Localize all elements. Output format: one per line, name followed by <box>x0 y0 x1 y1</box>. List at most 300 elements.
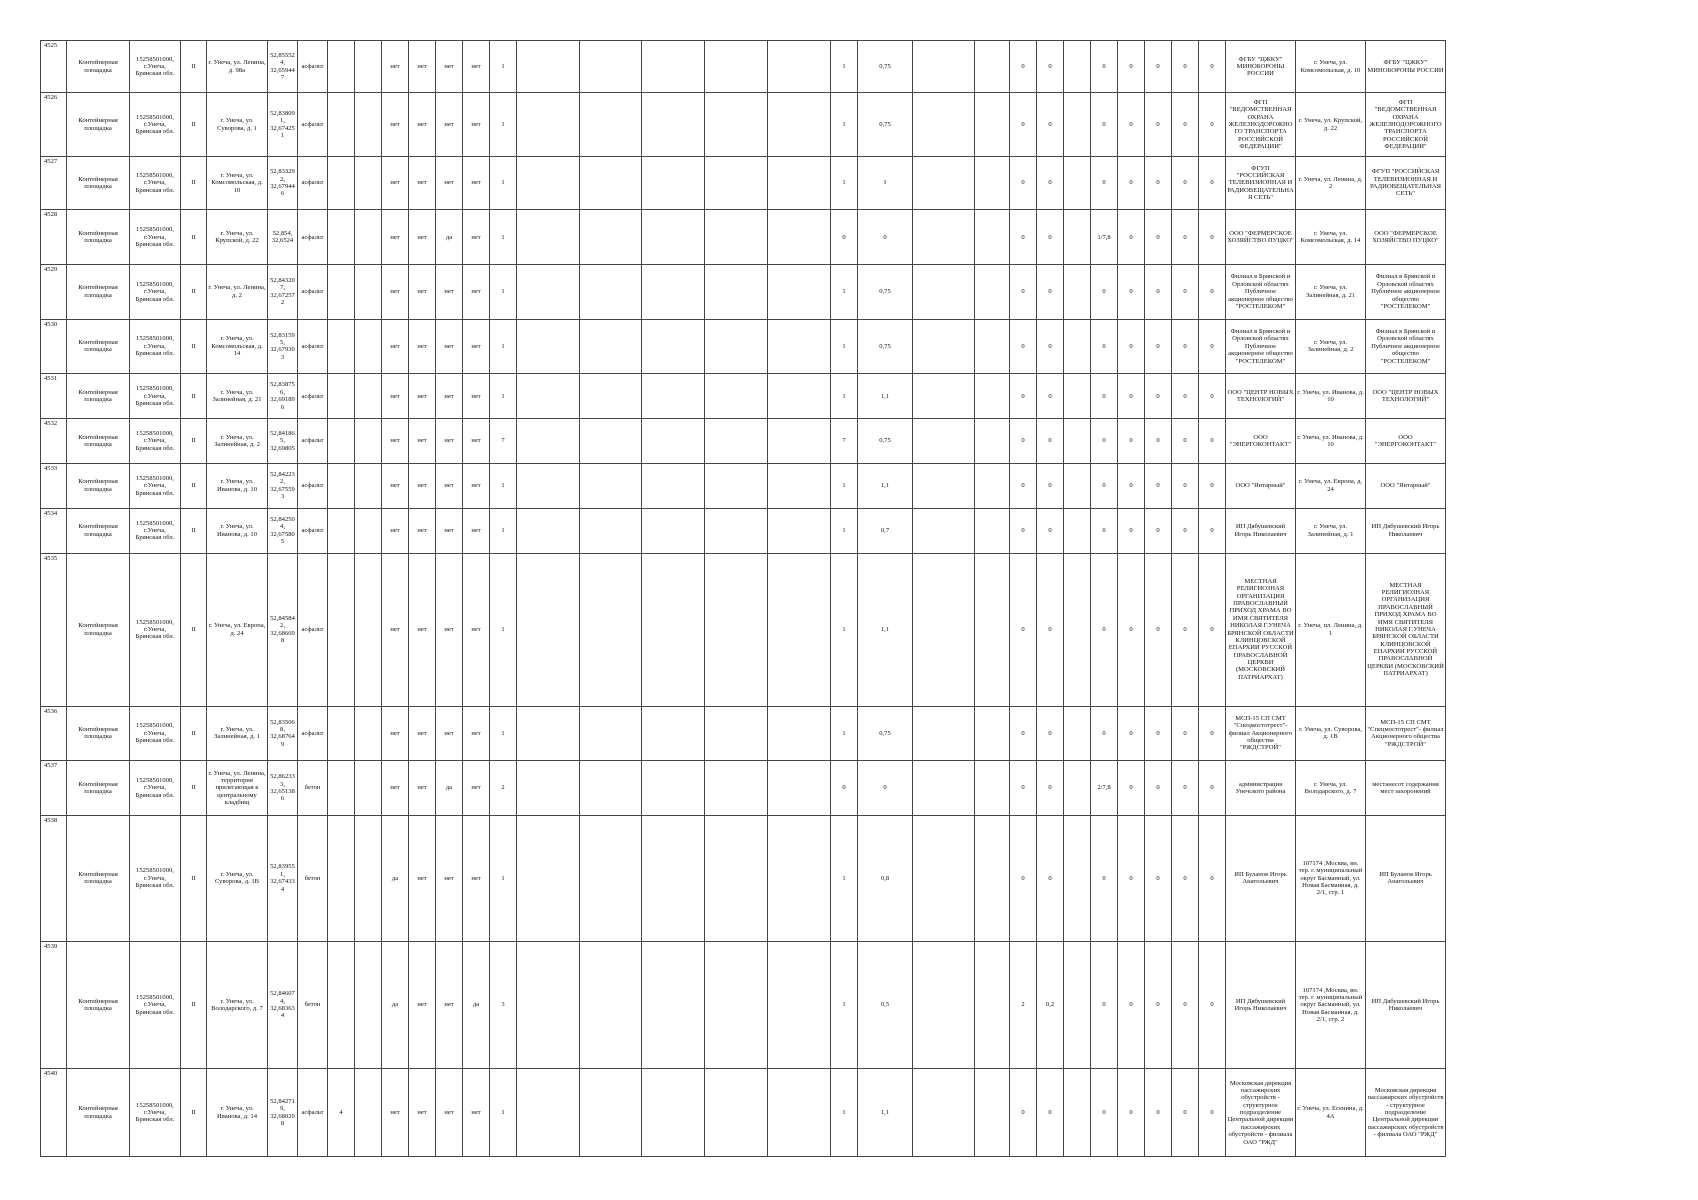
table-row <box>41 210 1446 265</box>
owner-organization: ООО "ФЕРМЕРСКОЕ ХОЗЯЙСТВО ПУЦКО" <box>1226 210 1296 265</box>
cell-c9 <box>355 508 382 553</box>
cell-c28: 0 <box>1118 1069 1145 1157</box>
table-row <box>41 508 1446 553</box>
cell-c23 <box>975 463 1010 508</box>
cell-c18 <box>705 265 768 320</box>
cell-c18 <box>705 419 768 464</box>
surface-type: асфальт <box>298 319 328 374</box>
cell-c20: 1 <box>831 553 858 706</box>
owner-organization: ИП Буланов Игорь Анатольевич <box>1226 815 1296 941</box>
cell-c16 <box>580 93 642 156</box>
cell-c10: нет <box>382 156 409 210</box>
waste-source: ИП Дябушевский Игорь Николаевич <box>1366 941 1446 1069</box>
cell-c17 <box>642 419 705 464</box>
cell-c23 <box>975 1069 1010 1157</box>
site-address: г. Унеча, ул. Володарского, д. 7 <box>207 941 268 1069</box>
cell-c20: 1 <box>831 41 858 93</box>
site-address: г. Унеча, ул. Комсомольская, д. 14 <box>207 319 268 374</box>
site-coordinates: 52,84607 4, 32,68363 4 <box>268 941 298 1069</box>
cell-c9 <box>355 419 382 464</box>
cell-c24: 0 <box>1010 156 1037 210</box>
cell-c11: нет <box>409 319 436 374</box>
cell-c13: нет <box>463 374 490 419</box>
cell-c14: 1 <box>490 463 517 508</box>
cell-c27: 0 <box>1091 941 1118 1069</box>
site-coordinates: 52,85552 4, 32,65944 7 <box>268 41 298 93</box>
cell-c8 <box>328 463 355 508</box>
oktmo-location: 15258501000, г.Унеча, Брянская обл. <box>130 374 181 419</box>
cell-c17 <box>642 463 705 508</box>
cell-c21: 0,75 <box>858 706 913 761</box>
cell-c8 <box>328 706 355 761</box>
cell-c16 <box>580 1069 642 1157</box>
owner-address: г. Унеча, ул. Комсомольская, д. 14 <box>1296 210 1366 265</box>
cell-c29: 0 <box>1145 265 1172 320</box>
cell-c15 <box>517 374 580 419</box>
cell-c16 <box>580 156 642 210</box>
cell-c20: 0 <box>831 210 858 265</box>
site-type: Контейнерная площадка <box>67 41 130 93</box>
owner-address: г. Унеча, ул. Володарского, д. 7 <box>1296 761 1366 816</box>
cell-c23 <box>975 156 1010 210</box>
site-coordinates: 52,84584 2, 32,68669 8 <box>268 553 298 706</box>
cell-c21: 0,7 <box>858 508 913 553</box>
surface-type: асфальт <box>298 508 328 553</box>
owner-address: г. Унеча, ул. Иванова, д. 10 <box>1296 374 1366 419</box>
cell-c24: 0 <box>1010 93 1037 156</box>
oktmo-location: 15258501000, г.Унеча, Брянская обл. <box>130 419 181 464</box>
owner-address: г. Унеча, ул. Залинейная, д. 2 <box>1296 319 1366 374</box>
owner-organization: МСП-15 СП СМТ "Спецмостотрест"- филиал Акционерного общества "РЖДСТРОЙ" <box>1226 706 1296 761</box>
hazard-class: II <box>181 374 207 419</box>
cell-c31: 0 <box>1199 41 1226 93</box>
table-row <box>41 706 1446 761</box>
cell-c8: 4 <box>328 1069 355 1157</box>
cell-c19 <box>768 706 831 761</box>
cell-c31: 0 <box>1199 941 1226 1069</box>
cell-c11: нет <box>409 553 436 706</box>
site-type: Контейнерная площадка <box>67 508 130 553</box>
cell-c24: 0 <box>1010 319 1037 374</box>
cell-c9 <box>355 941 382 1069</box>
site-coordinates: 52,83159 5, 32,67930 3 <box>268 319 298 374</box>
cell-c9 <box>355 156 382 210</box>
cell-c20: 7 <box>831 419 858 464</box>
owner-address: г. Унеча, ул. Иванова, д. 10 <box>1296 419 1366 464</box>
oktmo-location: 15258501000, г.Унеча, Брянская обл. <box>130 941 181 1069</box>
cell-c26 <box>1064 93 1091 156</box>
owner-address: г. Унеча, ул. Есенина, д. 4А <box>1296 1069 1366 1157</box>
surface-type: асфальт <box>298 210 328 265</box>
cell-c8 <box>328 419 355 464</box>
site-address: г. Унеча, ул. Иванова, д. 10 <box>207 463 268 508</box>
cell-c11: нет <box>409 463 436 508</box>
cell-c14: 1 <box>490 1069 517 1157</box>
cell-c15 <box>517 319 580 374</box>
cell-c9 <box>355 815 382 941</box>
site-type: Контейнерная площадка <box>67 553 130 706</box>
cell-c29: 0 <box>1145 210 1172 265</box>
cell-c14: 1 <box>490 156 517 210</box>
cell-c19 <box>768 761 831 816</box>
hazard-class: II <box>181 706 207 761</box>
cell-c11: нет <box>409 265 436 320</box>
cell-c21: 1,1 <box>858 374 913 419</box>
cell-c27: 0 <box>1091 156 1118 210</box>
cell-c12: нет <box>436 1069 463 1157</box>
cell-c18 <box>705 706 768 761</box>
cell-c22 <box>913 463 975 508</box>
cell-c16 <box>580 41 642 93</box>
cell-c11: нет <box>409 93 436 156</box>
row-number: 4526 <box>41 93 67 156</box>
hazard-class: II <box>181 815 207 941</box>
cell-c25: 0,2 <box>1037 941 1064 1069</box>
site-type: Контейнерная площадка <box>67 1069 130 1157</box>
cell-c17 <box>642 265 705 320</box>
cell-c16 <box>580 210 642 265</box>
hazard-class: II <box>181 761 207 816</box>
cell-c31: 0 <box>1199 815 1226 941</box>
cell-c22 <box>913 41 975 93</box>
site-type: Контейнерная площадка <box>67 419 130 464</box>
cell-c28: 0 <box>1118 41 1145 93</box>
cell-c15 <box>517 419 580 464</box>
cell-c18 <box>705 210 768 265</box>
site-coordinates: 52,83809 1, 32,67425 1 <box>268 93 298 156</box>
cell-c29: 0 <box>1145 508 1172 553</box>
cell-c31: 0 <box>1199 419 1226 464</box>
cell-c13: нет <box>463 463 490 508</box>
cell-c24: 0 <box>1010 508 1037 553</box>
site-coordinates: 52,84320 7, 32,67257 2 <box>268 265 298 320</box>
cell-c23 <box>975 93 1010 156</box>
owner-address: 107174 ,Москва, вн. тер. г. муниципальный округ Басманный, ул. Новая Басманная, д. 2/1, стр. 2 <box>1296 941 1366 1069</box>
cell-c26 <box>1064 210 1091 265</box>
cell-c25: 0 <box>1037 419 1064 464</box>
cell-c9 <box>355 706 382 761</box>
cell-c10: нет <box>382 508 409 553</box>
cell-c25: 0 <box>1037 156 1064 210</box>
cell-c14: 1 <box>490 706 517 761</box>
cell-c8 <box>328 319 355 374</box>
cell-c27: 0 <box>1091 419 1118 464</box>
cell-c13: нет <box>463 419 490 464</box>
waste-source: ФГБУ "ЦЖКУ" МИНОБОРОНЫ РОССИИ <box>1366 41 1446 93</box>
cell-c29: 0 <box>1145 761 1172 816</box>
cell-c20: 1 <box>831 1069 858 1157</box>
owner-organization: МЕСТНАЯ РЕЛИГИОЗНАЯ ОРГАНИЗАЦИЯ ПРАВОСЛАВНЫЙ ПРИХОД ХРАМА ВО ИМЯ СВЯТИТЕЛЯ НИКОЛАЯ Г.УНЕЧА БРЯНСКОЙ ОБЛАСТИ КЛИНЦОВСКОЙ ЕПАРХИИ РУССКОЙ ПРАВОСЛАВНОЙ ЦЕРКВИ (МОСКОВСКИЙ ПАТРИАРХАТ) <box>1226 553 1296 706</box>
cell-c14: 1 <box>490 508 517 553</box>
cell-c11: нет <box>409 706 436 761</box>
cell-c25: 0 <box>1037 706 1064 761</box>
cell-c12: нет <box>436 815 463 941</box>
cell-c24: 0 <box>1010 463 1037 508</box>
owner-organization: Филиал в Брянской и Орловской областях Публичное акционерное общество "РОСТЕЛЕКОМ" <box>1226 265 1296 320</box>
cell-c14: 3 <box>490 941 517 1069</box>
owner-address: г. Унеча, ул. Залинейная, д. 21 <box>1296 265 1366 320</box>
cell-c10: нет <box>382 41 409 93</box>
owner-organization: ООО "ЭНЕРГОКОНТАКТ" <box>1226 419 1296 464</box>
surface-type: асфальт <box>298 706 328 761</box>
hazard-class: II <box>181 265 207 320</box>
waste-source: Филиал в Брянской и Орловской областях Публичное акционерное общество "РОСТЕЛЕКОМ" <box>1366 265 1446 320</box>
owner-organization: ИП Дябушевский Игорь Николаевич <box>1226 508 1296 553</box>
waste-source: ИП Буланов Игорь Анатольевич <box>1366 815 1446 941</box>
surface-type: бетон <box>298 815 328 941</box>
row-number: 4539 <box>41 941 67 1069</box>
cell-c16 <box>580 463 642 508</box>
cell-c15 <box>517 93 580 156</box>
cell-c31: 0 <box>1199 706 1226 761</box>
cell-c18 <box>705 374 768 419</box>
surface-type: асфальт <box>298 156 328 210</box>
table-row <box>41 761 1446 816</box>
oktmo-location: 15258501000, г.Унеча, Брянская обл. <box>130 93 181 156</box>
surface-type: асфальт <box>298 553 328 706</box>
cell-c27: 0 <box>1091 319 1118 374</box>
cell-c29: 0 <box>1145 319 1172 374</box>
cell-c28: 0 <box>1118 815 1145 941</box>
oktmo-location: 15258501000, г.Унеча, Брянская обл. <box>130 1069 181 1157</box>
cell-c9 <box>355 319 382 374</box>
hazard-class: II <box>181 419 207 464</box>
cell-c25: 0 <box>1037 1069 1064 1157</box>
cell-c30: 0 <box>1172 374 1199 419</box>
cell-c11: нет <box>409 419 436 464</box>
cell-c19 <box>768 41 831 93</box>
cell-c25: 0 <box>1037 319 1064 374</box>
cell-c25: 0 <box>1037 210 1064 265</box>
cell-c29: 0 <box>1145 374 1172 419</box>
cell-c31: 0 <box>1199 210 1226 265</box>
cell-c21: 0,75 <box>858 93 913 156</box>
cell-c8 <box>328 265 355 320</box>
owner-address: г. Унеча, ул. Суворова, д. 1В <box>1296 706 1366 761</box>
cell-c14: 1 <box>490 374 517 419</box>
cell-c12: нет <box>436 941 463 1069</box>
row-number: 4525 <box>41 41 67 93</box>
oktmo-location: 15258501000, г.Унеча, Брянская обл. <box>130 210 181 265</box>
cell-c10: нет <box>382 706 409 761</box>
cell-c18 <box>705 815 768 941</box>
waste-source: ИП Дябушевский Игорь Николаевич <box>1366 508 1446 553</box>
cell-c12: нет <box>436 463 463 508</box>
cell-c19 <box>768 93 831 156</box>
owner-address: 107174 ,Москва, вн. тер. г. муниципальный округ Басманный, ул. Новая Басманная, д. 2/1, стр. 1 <box>1296 815 1366 941</box>
cell-c10: нет <box>382 265 409 320</box>
cell-c17 <box>642 374 705 419</box>
cell-c13: нет <box>463 41 490 93</box>
row-number: 4528 <box>41 210 67 265</box>
hazard-class: II <box>181 319 207 374</box>
hazard-class: II <box>181 941 207 1069</box>
table-row <box>41 419 1446 464</box>
cell-c27: 0 <box>1091 553 1118 706</box>
site-coordinates: 52,83506 8, 32,68764 9 <box>268 706 298 761</box>
cell-c17 <box>642 815 705 941</box>
cell-c17 <box>642 941 705 1069</box>
row-number: 4529 <box>41 265 67 320</box>
surface-type: асфальт <box>298 265 328 320</box>
cell-c27: 1/7,8 <box>1091 210 1118 265</box>
cell-c10: нет <box>382 319 409 374</box>
cell-c31: 0 <box>1199 463 1226 508</box>
cell-c13: нет <box>463 815 490 941</box>
cell-c15 <box>517 41 580 93</box>
cell-c22 <box>913 941 975 1069</box>
site-type: Контейнерная площадка <box>67 265 130 320</box>
cell-c29: 0 <box>1145 941 1172 1069</box>
cell-c26 <box>1064 374 1091 419</box>
cell-c23 <box>975 419 1010 464</box>
cell-c22 <box>913 156 975 210</box>
cell-c19 <box>768 1069 831 1157</box>
cell-c16 <box>580 508 642 553</box>
cell-c21: 0,75 <box>858 265 913 320</box>
site-coordinates: 52,854, 32,6524 <box>268 210 298 265</box>
cell-c29: 0 <box>1145 553 1172 706</box>
cell-c28: 0 <box>1118 374 1145 419</box>
cell-c12: нет <box>436 508 463 553</box>
cell-c27: 0 <box>1091 706 1118 761</box>
cell-c18 <box>705 761 768 816</box>
register-table <box>40 40 1446 1157</box>
site-address: г. Унеча, ул. Залинейная, д. 1 <box>207 706 268 761</box>
cell-c22 <box>913 815 975 941</box>
owner-organization: Филиал в Брянской и Орловской областях Публичное акционерное общество "РОСТЕЛЕКОМ" <box>1226 319 1296 374</box>
cell-c17 <box>642 706 705 761</box>
cell-c28: 0 <box>1118 941 1145 1069</box>
cell-c29: 0 <box>1145 156 1172 210</box>
cell-c15 <box>517 210 580 265</box>
cell-c21: 0 <box>858 210 913 265</box>
cell-c28: 0 <box>1118 156 1145 210</box>
cell-c30: 0 <box>1172 319 1199 374</box>
cell-c18 <box>705 463 768 508</box>
row-number: 4530 <box>41 319 67 374</box>
table-row <box>41 553 1446 706</box>
waste-source: ООО "ЦЕНТР НОВЫХ ТЕХНОЛОГИЙ" <box>1366 374 1446 419</box>
cell-c20: 1 <box>831 319 858 374</box>
cell-c17 <box>642 1069 705 1157</box>
cell-c26 <box>1064 419 1091 464</box>
cell-c26 <box>1064 319 1091 374</box>
cell-c16 <box>580 419 642 464</box>
cell-c17 <box>642 93 705 156</box>
cell-c24: 0 <box>1010 553 1037 706</box>
cell-c12: нет <box>436 93 463 156</box>
waste-source: МСП-15 СП СМТ "Спецмостотрест"- филиал Акционерного общества "РЖДСТРОЙ" <box>1366 706 1446 761</box>
cell-c22 <box>913 553 975 706</box>
cell-c14: 1 <box>490 815 517 941</box>
row-number: 4537 <box>41 761 67 816</box>
cell-c26 <box>1064 463 1091 508</box>
row-number: 4536 <box>41 706 67 761</box>
table-row <box>41 265 1446 320</box>
cell-c28: 0 <box>1118 463 1145 508</box>
cell-c12: да <box>436 761 463 816</box>
cell-c8 <box>328 210 355 265</box>
owner-address: г. Унеча, ул. Ленина, д. 2 <box>1296 156 1366 210</box>
oktmo-location: 15258501000, г.Унеча, Брянская обл. <box>130 553 181 706</box>
cell-c13: нет <box>463 93 490 156</box>
cell-c12: нет <box>436 41 463 93</box>
row-number: 4532 <box>41 419 67 464</box>
oktmo-location: 15258501000, г.Унеча, Брянская обл. <box>130 706 181 761</box>
hazard-class: II <box>181 156 207 210</box>
cell-c26 <box>1064 508 1091 553</box>
cell-c8 <box>328 374 355 419</box>
site-address: г. Унеча, ул. Ленина, д. 98а <box>207 41 268 93</box>
cell-c27: 2/7,8 <box>1091 761 1118 816</box>
cell-c22 <box>913 319 975 374</box>
cell-c19 <box>768 508 831 553</box>
cell-c12: нет <box>436 156 463 210</box>
cell-c14: 1 <box>490 41 517 93</box>
cell-c9 <box>355 463 382 508</box>
waste-source: ООО "ФЕРМЕРСКОЕ ХОЗЯЙСТВО ПУЦКО" <box>1366 210 1446 265</box>
cell-c30: 0 <box>1172 508 1199 553</box>
cell-c31: 0 <box>1199 265 1226 320</box>
cell-c22 <box>913 210 975 265</box>
waste-source: Филиал в Брянской и Орловской областях Публичное акционерное общество "РОСТЕЛЕКОМ" <box>1366 319 1446 374</box>
cell-c23 <box>975 706 1010 761</box>
cell-c10: нет <box>382 419 409 464</box>
cell-c12: нет <box>436 319 463 374</box>
cell-c26 <box>1064 265 1091 320</box>
hazard-class: II <box>181 508 207 553</box>
cell-c18 <box>705 941 768 1069</box>
surface-type: асфальт <box>298 419 328 464</box>
cell-c25: 0 <box>1037 93 1064 156</box>
cell-c28: 0 <box>1118 265 1145 320</box>
cell-c14: 1 <box>490 265 517 320</box>
cell-c22 <box>913 265 975 320</box>
cell-c26 <box>1064 761 1091 816</box>
site-coordinates: 52,84186 5, 32,69805 <box>268 419 298 464</box>
owner-address: г. Унеча, ул. Комсомольская, д. 10 <box>1296 41 1366 93</box>
owner-organization: администрация Унечского района <box>1226 761 1296 816</box>
cell-c31: 0 <box>1199 93 1226 156</box>
oktmo-location: 15258501000, г.Унеча, Брянская обл. <box>130 761 181 816</box>
cell-c13: нет <box>463 156 490 210</box>
hazard-class: II <box>181 210 207 265</box>
site-type: Контейнерная площадка <box>67 156 130 210</box>
cell-c22 <box>913 93 975 156</box>
cell-c9 <box>355 374 382 419</box>
cell-c24: 0 <box>1010 815 1037 941</box>
cell-c27: 0 <box>1091 265 1118 320</box>
cell-c12: да <box>436 210 463 265</box>
cell-c31: 0 <box>1199 374 1226 419</box>
cell-c18 <box>705 156 768 210</box>
hazard-class: II <box>181 1069 207 1157</box>
site-type: Контейнерная площадка <box>67 706 130 761</box>
site-coordinates: 52,83875 6, 32,69189 6 <box>268 374 298 419</box>
cell-c19 <box>768 815 831 941</box>
cell-c10: нет <box>382 374 409 419</box>
oktmo-location: 15258501000, г.Унеча, Брянская обл. <box>130 319 181 374</box>
cell-c26 <box>1064 41 1091 93</box>
cell-c11: нет <box>409 1069 436 1157</box>
cell-c11: нет <box>409 815 436 941</box>
cell-c16 <box>580 553 642 706</box>
cell-c29: 0 <box>1145 815 1172 941</box>
cell-c17 <box>642 41 705 93</box>
hazard-class: II <box>181 463 207 508</box>
site-type: Контейнерная площадка <box>67 463 130 508</box>
